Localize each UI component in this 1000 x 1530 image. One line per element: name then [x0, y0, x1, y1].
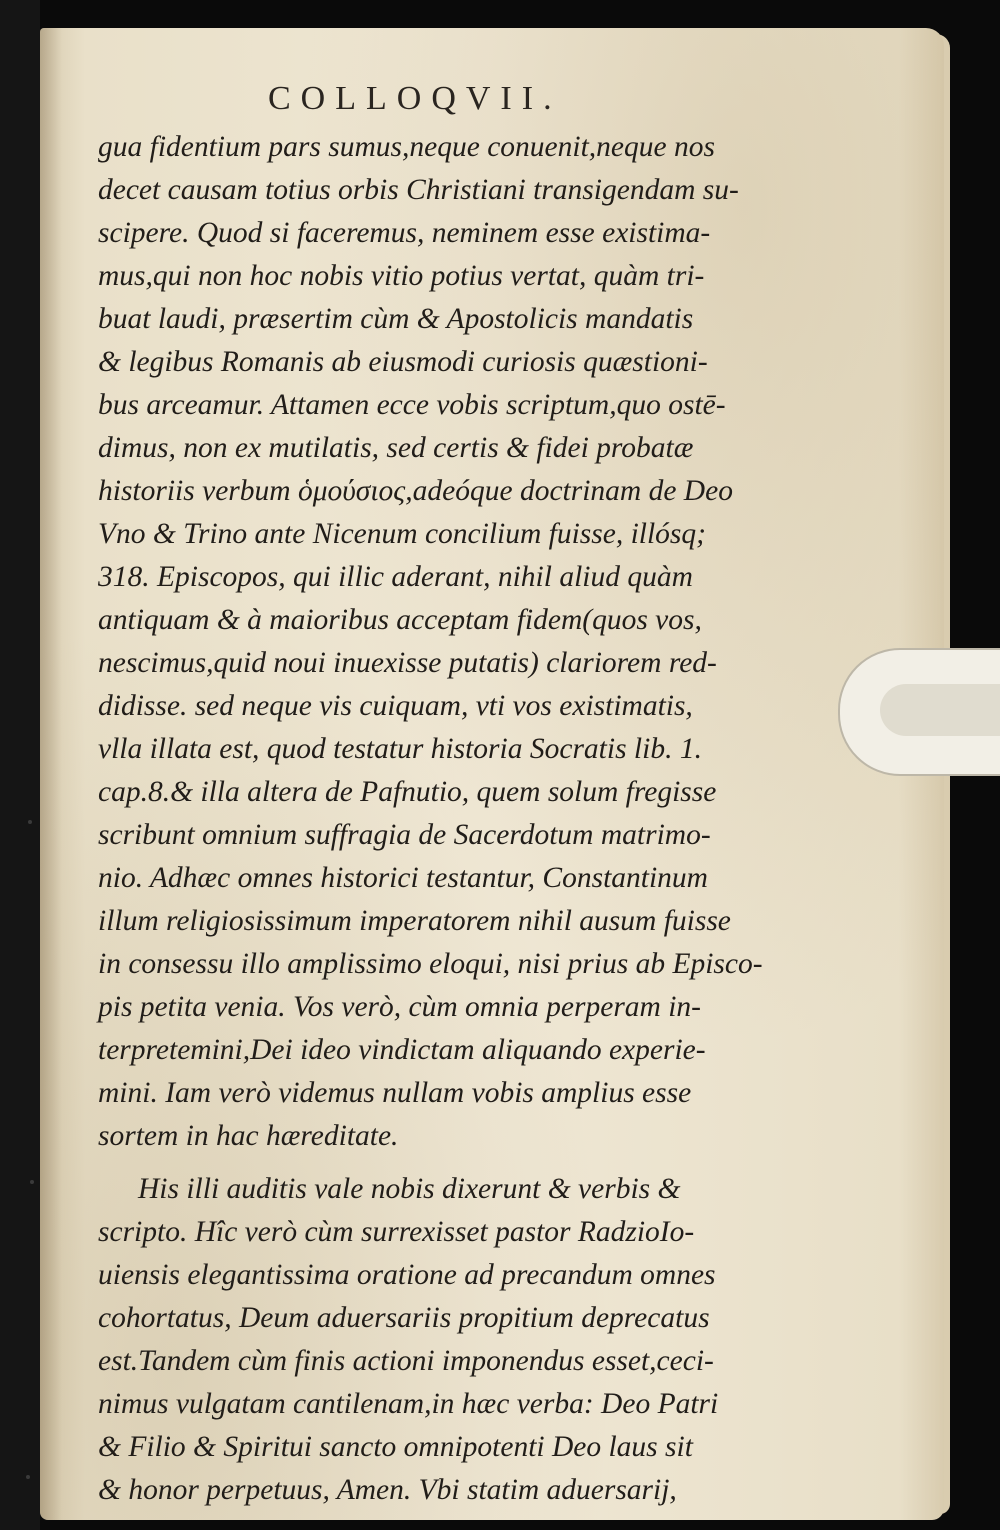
text-line: & honor perpetuus, Amen. Vbi statim aduersarij,: [98, 1474, 677, 1506]
text-line: nescimus,quid noui inuexisse putatis) clariorem red-: [98, 647, 717, 679]
text-line: illum religiosissimum imperatorem nihil ausum fuisse: [98, 905, 731, 937]
text-line: historiis verbum ὁμούσιος,adeóque doctrinam de Deo: [98, 475, 733, 507]
text-line: cap.8.& illa altera de Pafnutio, quem solum fregisse: [98, 776, 717, 808]
text-line: buat laudi, præsertim cùm & Apostolicis mandatis: [98, 303, 694, 335]
running-head: COLLOQVII.: [268, 80, 562, 117]
text-line: scipere. Quod si faceremus, neminem esse existima-: [98, 217, 711, 249]
text-line: decet causam totius orbis Christiani transigendam su-: [98, 174, 739, 206]
text-line: scripto. Hîc verò cùm surrexisset pastor RadzioIo-: [98, 1216, 695, 1248]
text-line: uiensis elegantissima oratione ad precandum omnes: [98, 1259, 716, 1291]
text-line: vlla illata est, quod testatur historia Socratis lib. 1.: [98, 733, 702, 765]
text-line: dimus, non ex mutilatis, sed certis & fidei probatæ: [98, 432, 694, 464]
spine-mark: [28, 820, 32, 824]
text-line: mini. Iam verò videmus nullam vobis amplius esse: [98, 1077, 692, 1109]
text-line: terpretemini,Dei ideo vindictam aliquando experie-: [98, 1034, 706, 1066]
paragraph-2: [98, 1168, 958, 1512]
text-line: nio. Adhæc omnes historici testantur, Constantinum: [98, 862, 708, 894]
text-line: est.Tandem cùm finis actioni imponendus esset,ceci-: [98, 1345, 714, 1377]
text-line: cohortatus, Deum aduersariis propitium deprecatus: [98, 1302, 710, 1334]
text-line: didisse. sed neque vis cuiquam, vti vos existimatis,: [98, 690, 693, 722]
text-line: pis petita venia. Vos verò, cùm omnia perperam in-: [98, 991, 702, 1023]
scan-left-border: [0, 0, 40, 1530]
text-line: gua fidentium pars sumus,neque conuenit,neque nos: [98, 131, 715, 163]
paragraph-1: [98, 126, 958, 1158]
text-line: bus arceamur. Attamen ecce vobis scriptum,quo ostē-: [98, 389, 726, 421]
text-line: His illi auditis vale nobis dixerunt & verbis &: [138, 1173, 681, 1205]
text-line: antiquam & à maioribus acceptam fidem(quos vos,: [98, 604, 702, 636]
text-line: nimus vulgatam cantilenam,in hæc verba: Deo Patri: [98, 1388, 719, 1420]
text-line: sortem in hac hæreditate.: [98, 1120, 399, 1152]
spine-mark: [30, 1180, 34, 1184]
page-gutter-shadow: [40, 28, 62, 1520]
text-line: 318. Episcopos, qui illic aderant, nihil aliud quàm: [98, 561, 693, 593]
text-line: & legibus Romanis ab eiusmodi curiosis quæstioni-: [98, 346, 708, 378]
text-line: mus,qui non hoc nobis vitio potius vertat, quàm tri-: [98, 260, 705, 292]
spine-mark: [26, 1475, 30, 1479]
paragraph-gap: [98, 1158, 958, 1168]
text-line: & Filio & Spiritui sancto omnipotenti Deo laus sit: [98, 1431, 693, 1463]
text-line: Vno & Trino ante Nicenum concilium fuisse, illósq;: [98, 518, 706, 550]
text-line: scribunt omnium suffragia de Sacerdotum matrimo-: [98, 819, 711, 851]
text-line: in consessu illo amplissimo eloqui, nisi prius ab Episco-: [98, 948, 763, 980]
page-text: [98, 126, 958, 1512]
